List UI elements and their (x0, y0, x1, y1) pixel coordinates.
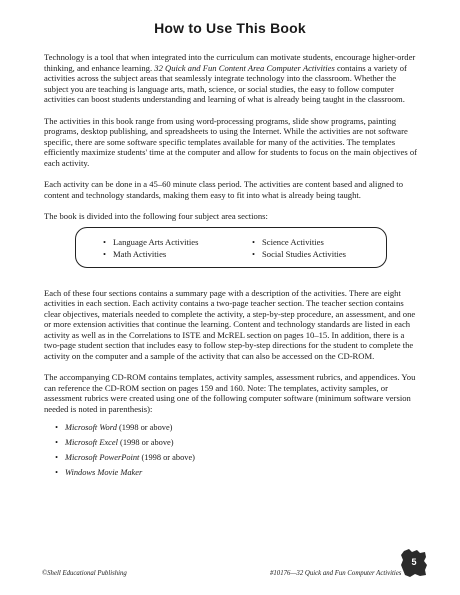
class-period-paragraph: Each activity can be done in a 45–60 minute class period. The activities are content based and aligned to content and technology standards, making them easy to fit into what is already being taught. (44, 179, 403, 200)
section-item: • Language Arts Activities (103, 236, 199, 247)
body-content (44, 52, 420, 480)
page-number: 5 (411, 557, 417, 567)
section-item: • Math Activities (103, 249, 167, 259)
section-item: • Social Studies Activities (252, 249, 347, 259)
footer-publisher: ©Shell Educational Publishing (42, 570, 127, 577)
activities-paragraph: The activities in this book range from using word-processing programs, slide show programs, painting programs, desktop publishing, and spreadsheets to using the Internet. While the activities are not software specific, there are some software specific templates available for many of the activities. The templates efficiently maximize students' time at the computer and allow for students to focus on the main objectives of each activity. (44, 115, 417, 168)
bullet-icon: • (55, 422, 58, 432)
bullet-icon: • (252, 249, 256, 259)
software-item: • Microsoft PowerPoint (1998 or above) (55, 450, 420, 465)
bullet-icon: • (55, 453, 58, 463)
page-number-badge (400, 548, 428, 578)
intro-text-b: contains a variety of activities across the subject areas that seamlessly integrate technology into the classroom. Whether the subject you are teaching is language arts, math, science, or social studies, the easy to follow computer activities can boost students understanding and learning of what is already being taught in the classroom. (44, 62, 407, 105)
software-item: • Microsoft Word (1998 or above) (55, 420, 420, 435)
page-title: How to Use This Book (154, 20, 306, 36)
footer-book-id: #10176—32 Quick and Fun Computer Activities (270, 570, 402, 577)
bullet-icon: • (103, 236, 107, 247)
software-item: • Windows Movie Maker (55, 465, 420, 480)
software-list (55, 420, 420, 481)
bullet-icon: • (103, 249, 107, 259)
intro-text-a: Technology is a tool that when integrated into the curriculum can motivate students, encourage higher-order thinking, and enhance learning. (44, 52, 416, 73)
cdrom-paragraph: The accompanying CD-ROM contains templates, activity samples, assessment rubrics, and appendices. You can reference the CD-ROM section on pages 159 and 160. Note: The templates, activity samples, or assessment rubrics were created using one of the following computer software (minimum software version needed is noted in parenthesis): (44, 372, 416, 415)
sections-column-left (103, 236, 198, 261)
sections-column-right (252, 236, 346, 261)
bullet-icon: • (55, 468, 58, 478)
book-title: 32 Quick and Fun Content Area Computer Activities (154, 62, 335, 73)
section-item: • Science Activities (252, 236, 324, 247)
intro-paragraph (44, 52, 420, 105)
sections-description-paragraph: Each of these four sections contains a summary page with a description of the activities. There are eight activities in each section. Each activity contains a two-page teacher section. The teacher section contains clear objectives, materials needed to complete the activity, a step-by-step procedure, an assessment, and one or more extension activities that continue the learning. Content and technology standards are listed in each activity as well as in the Correlations to ISTE and McREL section on pages 10–15. In addition, there is a two-page student section that includes easy to follow step-by-step directions for the student to complete the activity on the computer and a sample of the activity that can also be accessed on the CD-ROM. (44, 287, 416, 362)
bullet-icon: • (252, 236, 256, 247)
sections-intro-paragraph: The book is divided into the following four subject area sections: (44, 210, 268, 221)
sections-box (75, 227, 387, 268)
bullet-icon: • (55, 437, 58, 447)
software-item: • Microsoft Excel (1998 or above) (55, 435, 420, 450)
